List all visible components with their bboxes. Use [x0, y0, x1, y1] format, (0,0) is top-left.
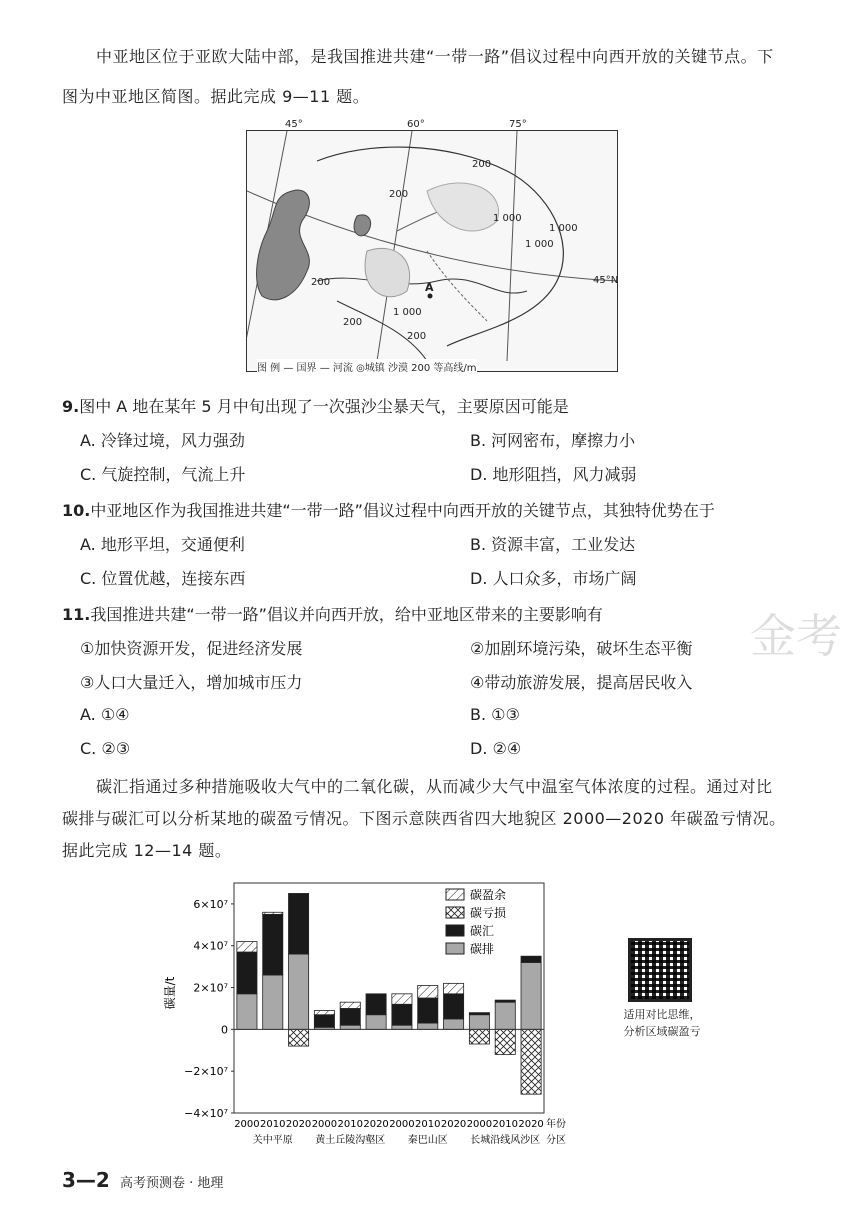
- qr-caption: 适用对比思维， 分析区域碳盈亏: [623, 1008, 701, 1038]
- bar-sink: [521, 956, 541, 962]
- option-9c[interactable]: C. 气旋控制，气流上升: [80, 465, 246, 484]
- lat-label: 45°N: [593, 275, 619, 286]
- bar-sink: [495, 1000, 515, 1002]
- bar-deficit: [521, 1029, 541, 1094]
- contour-label: 1 000: [493, 213, 522, 224]
- lon-label-60: 60°: [407, 119, 425, 130]
- x-tick-label: 2000: [311, 1119, 338, 1130]
- bar-emission: [237, 994, 257, 1030]
- bar-emission: [418, 1023, 438, 1029]
- legend-swatch-emission: [446, 943, 464, 954]
- bar-emission: [521, 962, 541, 1029]
- map-legend: 图 例 — 国界 — 河流 ◎城镇 沙漠 200 等高线/m: [257, 359, 477, 374]
- option-11b[interactable]: B. ①③: [470, 705, 520, 724]
- y-tick-label: 2×10⁷: [193, 981, 228, 995]
- option-9d[interactable]: D. 地形阻挡，风力减弱: [470, 465, 637, 484]
- y-tick-label: 4×10⁷: [193, 939, 228, 953]
- x-labels: [234, 1117, 566, 1146]
- bar-deficit: [495, 1029, 515, 1054]
- x-tick-label: 2010: [492, 1119, 518, 1130]
- option-10d[interactable]: D. 人口众多，市场广阔: [470, 569, 637, 588]
- region-label: 长城沿线风沙区: [470, 1135, 541, 1146]
- contour-label: 200: [311, 277, 331, 288]
- bars-layer: [237, 893, 541, 1094]
- qr-code[interactable]: [628, 938, 692, 1002]
- bar-sink: [314, 1015, 334, 1028]
- contour-label: 1 000: [549, 223, 578, 234]
- contour-label: 1 000: [525, 239, 554, 250]
- option-11a[interactable]: A. ①④: [80, 705, 130, 724]
- map-drawing: [247, 131, 617, 371]
- option-10c[interactable]: C. 位置优越，连接东西: [80, 569, 246, 588]
- region-axis-unit: 分区: [546, 1135, 566, 1146]
- lon-label-75: 75°: [509, 119, 527, 130]
- x-axis-unit: 年份: [546, 1119, 566, 1130]
- statement-1: ①加快资源开发，促进经济发展: [80, 639, 303, 658]
- x-tick-label: 2000: [234, 1119, 260, 1130]
- bar-sink: [340, 1008, 360, 1025]
- bar-emission: [289, 954, 309, 1029]
- bar-sink: [263, 914, 283, 975]
- bar-emission: [366, 1015, 386, 1030]
- x-tick-label: 2020: [518, 1119, 544, 1130]
- x-tick-label: 2010: [260, 1119, 286, 1130]
- bar-sink: [289, 893, 309, 954]
- carbon-balance-chart: [150, 875, 600, 1165]
- bar-surplus: [263, 912, 283, 914]
- x-tick-label: 2000: [466, 1119, 493, 1130]
- page-number: 3—2: [62, 1168, 110, 1192]
- statement-3: ③人口大量迁入，增加城市压力: [80, 673, 303, 692]
- contour-label: 200: [389, 189, 409, 200]
- y-tick-label: 6×10⁷: [193, 897, 228, 911]
- intro-paragraph-2: 碳汇指通过多种措施吸收大气中的二氧化碳，从而减少大气中温室气体浓度的过程。通过对比 碳排与碳汇可以分析某地的碳盈亏情况。下图示意陕西省四大地貌区 2000—2020 年碳盈亏情况。 据此完成 12—14 题。: [62, 777, 786, 860]
- bar-surplus: [237, 942, 257, 952]
- footer-title: 高考预测卷 · 地理: [119, 1176, 224, 1191]
- x-tick-label: 2010: [337, 1119, 363, 1130]
- x-tick-label: 2000: [389, 1119, 415, 1130]
- bar-surplus: [392, 994, 412, 1004]
- region-label: 黄土丘陵沟壑区: [315, 1135, 386, 1146]
- intro-paragraph-1: 中亚地区位于亚欧大陆中部，是我国推进共建“一带一路”倡议过程中向西开放的关键节点。下 图为中亚地区简图。据此完成 9—11 题。: [62, 47, 774, 106]
- x-tick-label: 2010: [415, 1119, 441, 1130]
- bar-sink: [469, 1013, 489, 1015]
- statement-4: ④带动旅游发展，提高居民收入: [470, 673, 693, 692]
- y-ticks: [184, 898, 234, 1120]
- contour-label: 200: [472, 159, 492, 170]
- central-asia-map: [246, 119, 619, 374]
- y-tick-label: 0: [221, 1023, 228, 1037]
- x-tick-label: 2020: [363, 1119, 389, 1130]
- bar-emission: [469, 1015, 489, 1030]
- legend-emission: 碳排: [470, 942, 495, 956]
- legend-sink: 碳汇: [470, 924, 495, 938]
- option-10b[interactable]: B. 资源丰富，工业发达: [470, 535, 636, 554]
- bar-surplus: [444, 983, 464, 993]
- x-tick-label: 2020: [285, 1119, 312, 1130]
- watermark-stamp: 金考: [750, 609, 842, 663]
- question-11: 11.我国推进共建“一带一路”倡议并向西开放，给中亚地区带来的主要影响有: [62, 605, 603, 624]
- bar-surplus: [418, 985, 438, 998]
- bar-emission: [340, 1025, 360, 1029]
- y-tick-label: −4×10⁷: [184, 1107, 228, 1120]
- legend-surplus: 碳盈余: [470, 888, 507, 902]
- contour-label: 200: [343, 317, 363, 328]
- option-11c[interactable]: C. ②③: [80, 739, 131, 758]
- bar-deficit: [289, 1029, 309, 1046]
- page-footer: [62, 1168, 223, 1192]
- statement-2: ②加剧环境污染，破坏生态平衡: [470, 639, 693, 658]
- region-label: 关中平原: [252, 1135, 293, 1146]
- legend-deficit: 碳亏损: [470, 906, 507, 920]
- option-11d[interactable]: D. ②④: [470, 739, 522, 758]
- y-tick-label: −2×10⁷: [184, 1065, 228, 1079]
- legend-swatch-deficit: [446, 907, 464, 918]
- y-axis-label: 碳量/t: [163, 976, 177, 1010]
- option-10a[interactable]: A. 地形平坦，交通便利: [80, 535, 245, 554]
- bar-sink: [418, 998, 438, 1023]
- contour-label: 200: [407, 331, 427, 342]
- chart-legend: [446, 887, 506, 956]
- question-10: 10.中亚地区作为我国推进共建“一带一路”倡议过程中向西开放的关键节点，其独特优势在于: [62, 501, 715, 520]
- option-9b[interactable]: B. 河网密布，摩擦力小: [470, 431, 636, 450]
- legend-swatch-surplus: [446, 889, 464, 900]
- contour-label: 1 000: [393, 307, 422, 318]
- legend-swatch-sink: [446, 925, 464, 936]
- bar-emission: [444, 1019, 464, 1029]
- bar-sink: [444, 994, 464, 1019]
- bar-surplus: [314, 1011, 334, 1015]
- bar-deficit: [469, 1029, 489, 1044]
- bar-surplus: [340, 1002, 360, 1008]
- bar-emission: [495, 1002, 515, 1029]
- option-9a[interactable]: A. 冷锋过境，风力强劲: [80, 431, 245, 450]
- bar-sink: [366, 994, 386, 1015]
- region-label: 秦巴山区: [407, 1135, 448, 1146]
- point-a-label: A: [425, 281, 434, 294]
- question-9: 9.图中 A 地在某年 5 月中旬出现了一次强沙尘暴天气，主要原因可能是: [62, 397, 569, 416]
- bar-sink: [237, 952, 257, 994]
- bar-sink: [392, 1004, 412, 1025]
- bar-emission: [392, 1025, 412, 1029]
- lon-label-45: 45°: [285, 119, 303, 130]
- bar-emission: [263, 975, 283, 1029]
- x-tick-label: 2020: [440, 1119, 467, 1130]
